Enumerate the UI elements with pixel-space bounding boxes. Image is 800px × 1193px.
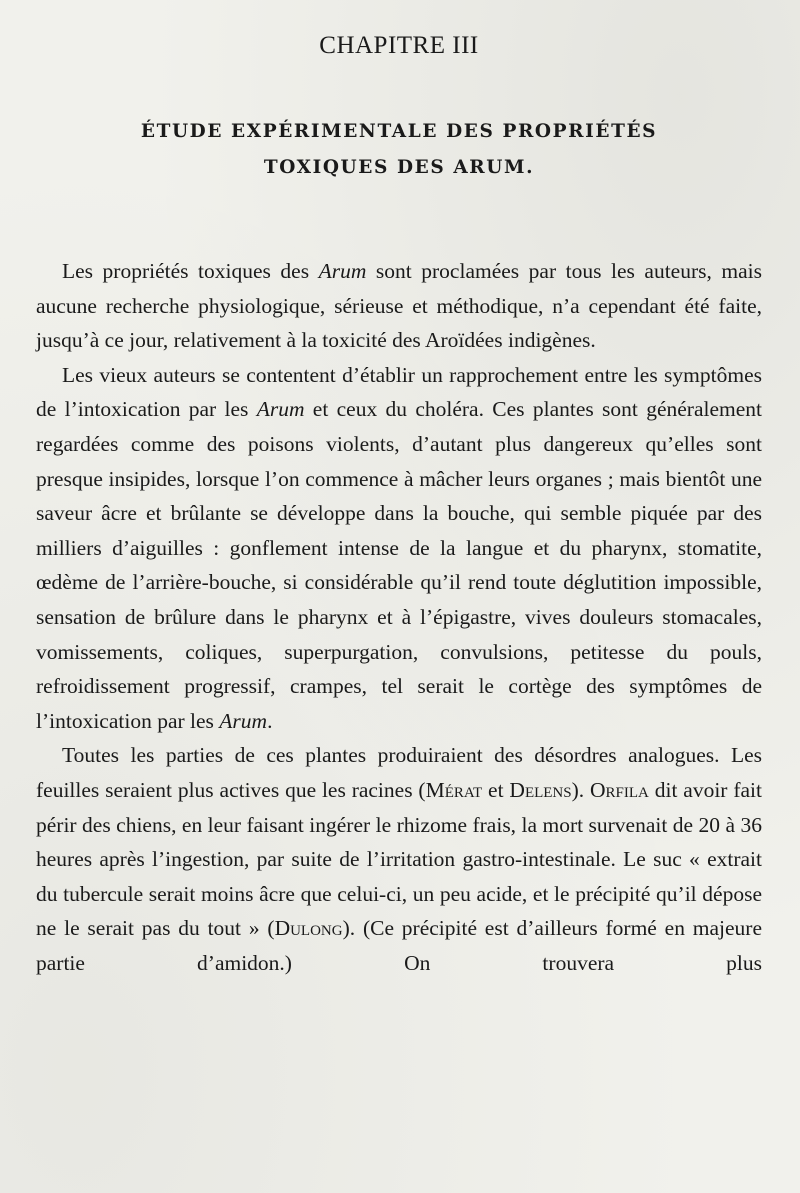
text-run: et ceux du choléra. Ces plantes sont généralement regardées comme des poisons violents, d’autant plus dangereux qu’elles sont presque insipides, lorsque l’on commence à mâcher leurs organes ; mais bientôt une saveur âcre et brûlante se développe dans la bouche, qui semble piquée par des milliers d’aiguilles : gonflement intense de la langue et du pharynx, stomatite, œdème de l’arrière-bouche, si considérable qu’il rend toute déglutition impossible, sensation de brûlure dans le pharynx et à l’épigastre, vives douleurs stomacales, vomissements, coliques, superpurgation, convulsions, petitesse du pouls, refroidissement progressif, crampes, tel serait le cortège des symptômes de l’intoxication par les <box>36 397 762 733</box>
chapter-title-line-1: ÉTUDE EXPÉRIMENTALE DES PROPRIÉTÉS <box>140 121 658 142</box>
author-name: Dulong <box>274 916 343 941</box>
chapter-title-line-2: TOXIQUES DES ARUM. <box>263 157 535 178</box>
text-run: Toutes les parties de ces plantes produiraient des désordres analogues. Les feuilles seraient plus actives que les racines ( <box>36 743 762 802</box>
author-name: Mérat <box>425 777 483 802</box>
italic-term: Arum <box>318 259 367 283</box>
text-run: Les propriétés toxiques des <box>62 259 319 283</box>
author-name: Delens <box>509 777 572 802</box>
text-run: . <box>267 708 273 733</box>
paragraph-2 <box>36 358 762 739</box>
body-text <box>36 254 762 980</box>
text-run: ). (Ce précipité est d’ailleurs formé en majeure partie d’amidon.) On trouvera plus <box>36 916 762 975</box>
chapter-title <box>36 114 762 186</box>
paragraph-1 <box>36 254 762 358</box>
author-name: Orfila <box>590 777 649 802</box>
text-run: sont proclamées par tous les auteurs, mais aucune recherche physiologique, sérieuse et méthodique, n’a cependant été faite, jusqu’à ce jour, relativement à la toxicité des Aroïdées indigènes. <box>36 259 762 353</box>
text-run: dit avoir fait périr des chiens, en leur faisant ingérer le rhizome frais, la mort survenait de 20 à 36 heures après l’ingestion, par suite de l’irritation gastro-intestinale. Le suc « extrait du tubercule serait moins âcre que celui-ci, un peu acide, et le précipité qu’il dépose ne le serait pas du tout » ( <box>36 777 762 941</box>
chapter-heading: CHAPITRE III <box>319 32 479 59</box>
text-run: et <box>482 777 510 802</box>
italic-term: Arum <box>256 397 305 422</box>
text-run: Les vieux auteurs se contentent d’établir un rapprochement entre les symptômes de l’intoxication par les <box>36 362 762 422</box>
text-run: ). <box>571 777 591 802</box>
paragraph-3 <box>36 738 762 980</box>
italic-term: Arum <box>219 708 268 733</box>
